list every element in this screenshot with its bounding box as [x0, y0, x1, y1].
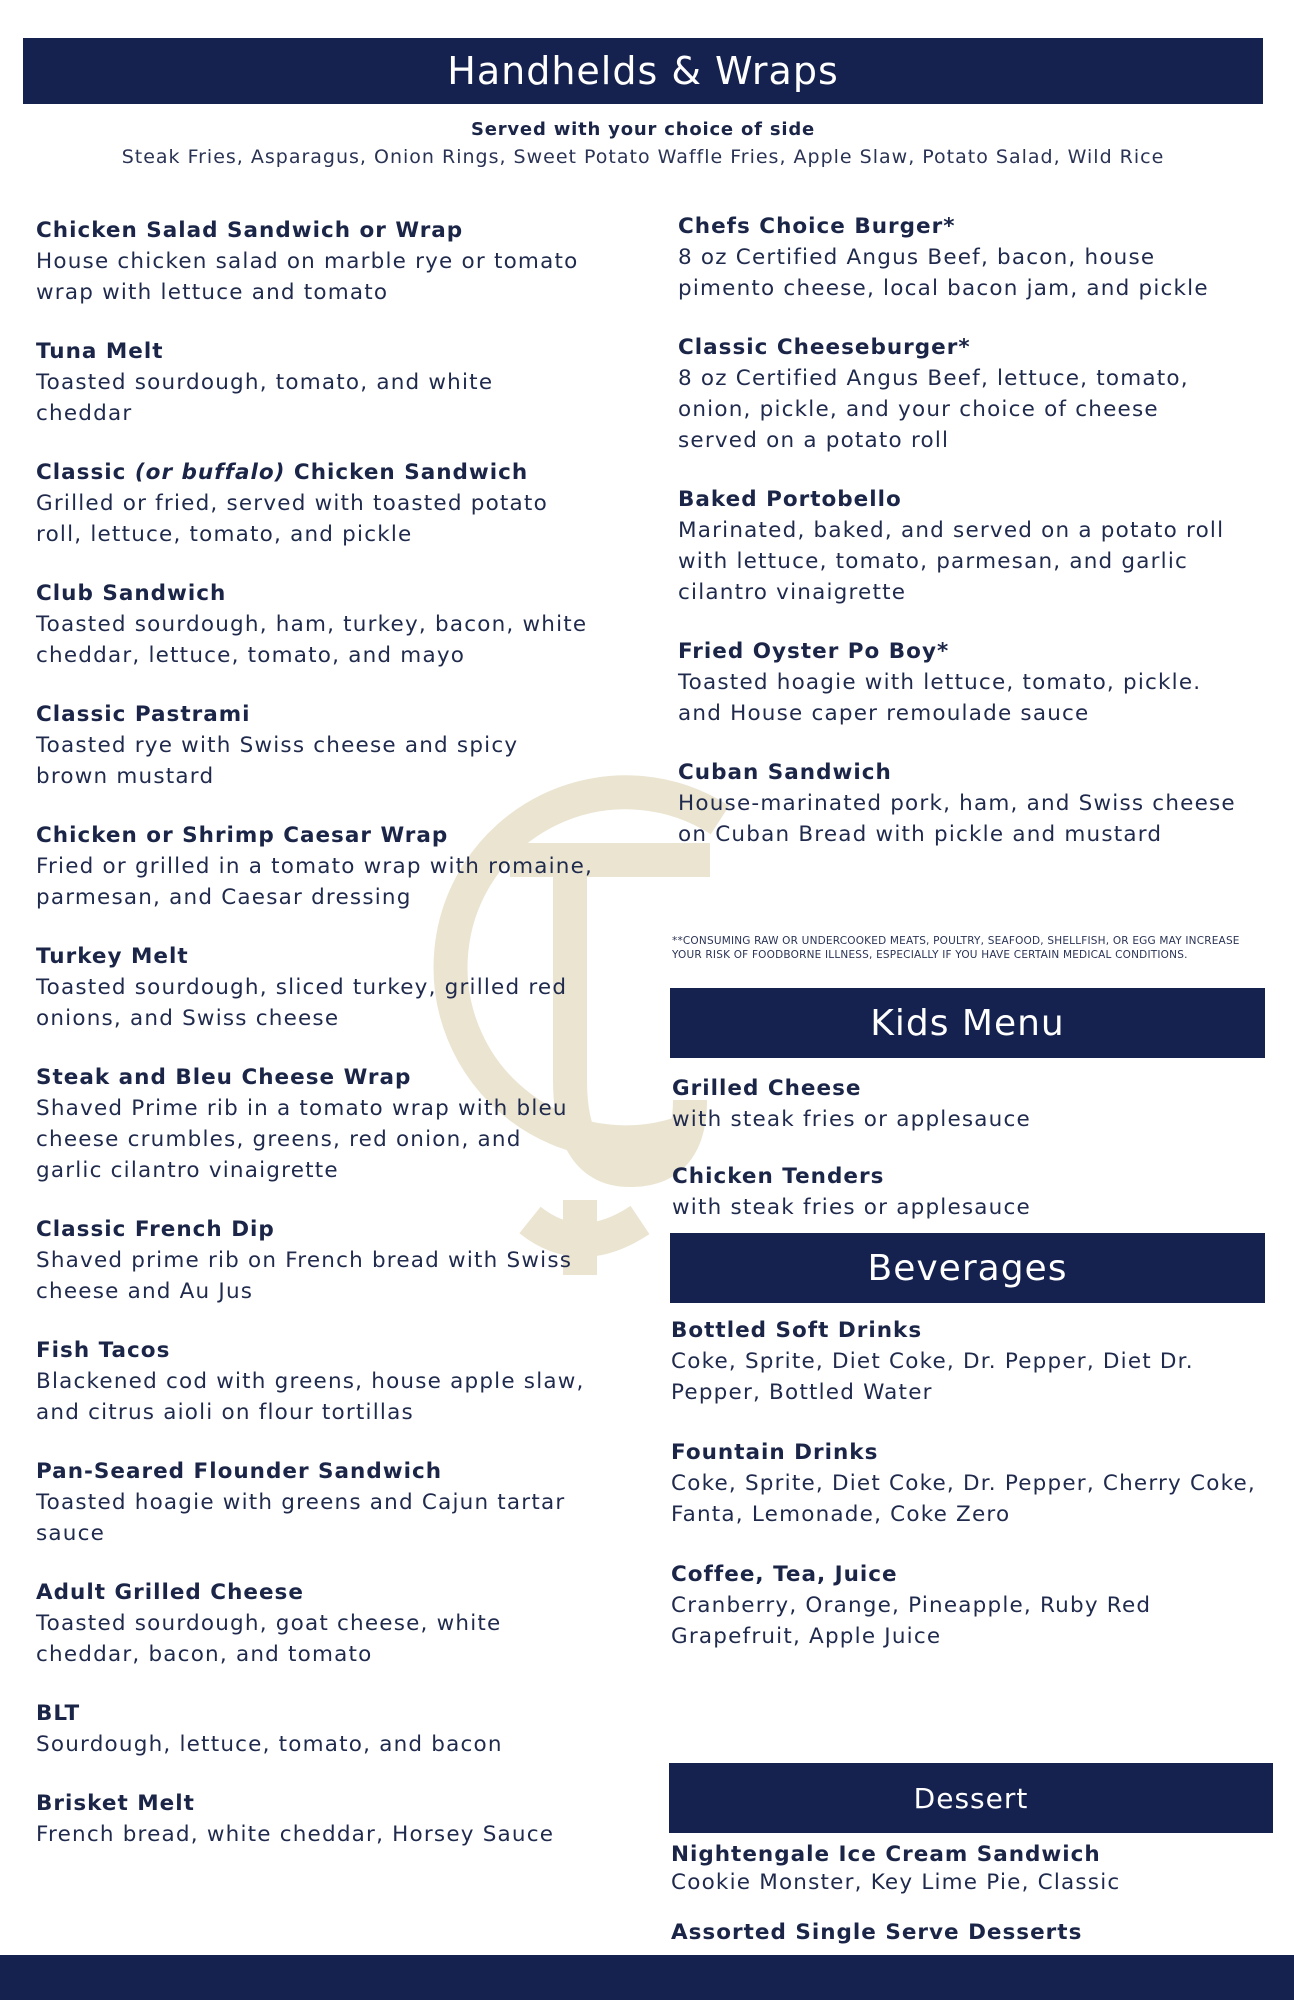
item-description: Blackened cod with greens, house apple slaw, and citrus aioli on flour tortillas: [36, 1369, 585, 1425]
menu-item: [36, 942, 596, 1034]
item-description: House chicken salad on marble rye or tomato wrap with lettuce and tomato: [36, 249, 579, 305]
item-description: Marinated, baked, and served on a potato roll with lettuce, tomato, parmesan, and garlic cilantro vinaigrette: [678, 518, 1225, 605]
sides-heading: Served with your choice of side: [470, 119, 816, 140]
menu-item: [671, 1918, 1271, 1948]
beverages-heading: Beverages: [670, 1233, 1265, 1303]
menu-item: [678, 758, 1238, 850]
item-name: Pan-Seared Flounder Sandwich: [36, 1459, 443, 1484]
item-name: Fried Oyster Po Boy*: [678, 639, 950, 664]
item-name: Grilled Cheese: [672, 1076, 862, 1101]
item-description: House-marinated pork, ham, and Swiss cheese on Cuban Bread with pickle and mustard: [678, 791, 1236, 847]
dessert-heading: Dessert: [669, 1763, 1273, 1833]
item-name: Fountain Drinks: [671, 1440, 879, 1465]
menu-item: [671, 1438, 1271, 1530]
food-safety-disclaimer: **CONSUMING RAW OR UNDERCOOKED MEATS, POULTRY, SEAFOOD, SHELLFISH, OR EGG MAY INCREASE YOUR RISK OF FOODBORNE ILLNESS, ESPECIALLY IF YOU HAVE CERTAIN MEDICAL CONDITIONS.: [672, 935, 1240, 961]
menu-item: [36, 579, 596, 671]
item-description: Fried or grilled in a tomato wrap with romaine, parmesan, and Caesar dressing: [36, 854, 594, 910]
menu-item: [671, 1560, 1271, 1652]
item-description: Toasted hoagie with greens and Cajun tartar sauce: [36, 1490, 566, 1546]
item-description: 8 oz Certified Angus Beef, lettuce, tomato, onion, pickle, and your choice of cheese served on a potato roll: [678, 366, 1189, 453]
dessert-list: [671, 1840, 1271, 1970]
menu-item: [678, 485, 1238, 608]
item-description: Cranberry, Orange, Pineapple, Ruby Red Grapefruit, Apple Juice: [671, 1593, 1152, 1649]
item-description: Grilled or fried, served with toasted potato roll, lettuce, tomato, and pickle: [36, 491, 548, 547]
item-description: Toasted sourdough, goat cheese, white cheddar, bacon, and tomato: [36, 1611, 502, 1667]
item-name: Classic French Dip: [36, 1217, 275, 1242]
sides-list: Steak Fries, Asparagus, Onion Rings, Sweet Potato Waffle Fries, Apple Slaw, Potato Salad, Wild Rice: [121, 146, 1165, 168]
item-name: Classic Pastrami: [36, 702, 251, 727]
left-menu-column: [36, 216, 596, 1879]
item-description: Toasted sourdough, ham, turkey, bacon, white cheddar, lettuce, tomato, and mayo: [36, 612, 588, 668]
item-name: Bottled Soft Drinks: [671, 1318, 923, 1343]
item-description: Shaved Prime rib in a tomato wrap with bleu cheese crumbles, greens, red onion, and garlic cilantro vinaigrette: [36, 1096, 568, 1183]
right-menu-column: [678, 212, 1238, 879]
menu-item: [36, 1063, 596, 1186]
item-name-italic: (or buffalo): [134, 460, 286, 485]
menu-item: [672, 1074, 1262, 1135]
item-name-part: Chicken Sandwich: [285, 460, 529, 485]
item-name: Brisket Melt: [36, 1791, 195, 1816]
beverages-list: [671, 1316, 1271, 1682]
item-name: Tuna Melt: [36, 339, 164, 364]
item-name: Cuban Sandwich: [678, 760, 892, 785]
menu-item: [671, 1840, 1271, 1896]
item-name: Club Sandwich: [36, 581, 227, 606]
item-description: Toasted rye with Swiss cheese and spicy brown mustard: [36, 733, 519, 789]
item-name: Steak and Bleu Cheese Wrap: [36, 1065, 412, 1090]
item-name: Adult Grilled Cheese: [36, 1580, 304, 1605]
menu-item: [36, 458, 596, 550]
menu-item: [36, 216, 596, 308]
item-description: Toasted hoagie with lettuce, tomato, pickle. and House caper remoulade sauce: [678, 670, 1202, 726]
item-name: Nightengale Ice Cream Sandwich: [671, 1842, 1101, 1867]
item-name: Chicken Tenders: [672, 1164, 885, 1189]
item-description: 8 oz Certified Angus Beef, bacon, house pimento cheese, local bacon jam, and pickle: [678, 245, 1209, 301]
item-description: Toasted sourdough, sliced turkey, grilled red onions, and Swiss cheese: [36, 975, 568, 1031]
item-description: Coke, Sprite, Diet Coke, Dr. Pepper, Cherry Coke, Fanta, Lemonade, Coke Zero: [671, 1471, 1256, 1527]
menu-item: [36, 1578, 596, 1670]
menu-item: [672, 1162, 1262, 1223]
menu-item: [36, 700, 596, 792]
kids-menu-list: [672, 1074, 1262, 1250]
item-name: Chicken Salad Sandwich or Wrap: [36, 218, 464, 243]
menu-item: [36, 821, 596, 913]
item-description: Cookie Monster, Key Lime Pie, Classic: [671, 1870, 1121, 1895]
kids-menu-heading: Kids Menu: [670, 988, 1265, 1058]
menu-item: [36, 337, 596, 429]
item-name: Chefs Choice Burger*: [678, 214, 956, 239]
menu-item: [678, 333, 1238, 456]
item-name: Classic Cheeseburger*: [678, 335, 971, 360]
menu-item: [678, 637, 1238, 729]
menu-item: [36, 1215, 596, 1307]
item-description: French bread, white cheddar, Horsey Sauce: [36, 1822, 555, 1847]
page-title: Handhelds & Wraps: [23, 38, 1263, 104]
item-description: Toasted sourdough, tomato, and white cheddar: [36, 370, 494, 426]
footer-bar: [0, 1955, 1294, 2000]
item-name: Chicken or Shrimp Caesar Wrap: [36, 823, 449, 848]
item-name: Assorted Single Serve Desserts: [671, 1920, 1083, 1945]
item-name: Coffee, Tea, Juice: [671, 1562, 898, 1587]
item-name: [36, 458, 596, 488]
item-name: Baked Portobello: [678, 487, 902, 512]
item-name: BLT: [36, 1701, 81, 1726]
menu-item: [36, 1336, 596, 1428]
menu-item: [36, 1789, 596, 1850]
item-name: Turkey Melt: [36, 944, 189, 969]
item-name-part: Classic: [36, 460, 135, 485]
item-description: Sourdough, lettuce, tomato, and bacon: [36, 1732, 503, 1757]
menu-item: [678, 212, 1238, 304]
item-name: Fish Tacos: [36, 1338, 171, 1363]
menu-item: [671, 1316, 1271, 1408]
item-description: with steak fries or applesauce: [672, 1195, 1031, 1220]
item-description: with steak fries or applesauce: [672, 1107, 1031, 1132]
item-description: Coke, Sprite, Diet Coke, Dr. Pepper, Diet Dr. Pepper, Bottled Water: [671, 1349, 1194, 1405]
menu-item: [36, 1699, 596, 1760]
menu-item: [36, 1457, 596, 1549]
item-description: Shaved prime rib on French bread with Swiss cheese and Au Jus: [36, 1248, 573, 1304]
